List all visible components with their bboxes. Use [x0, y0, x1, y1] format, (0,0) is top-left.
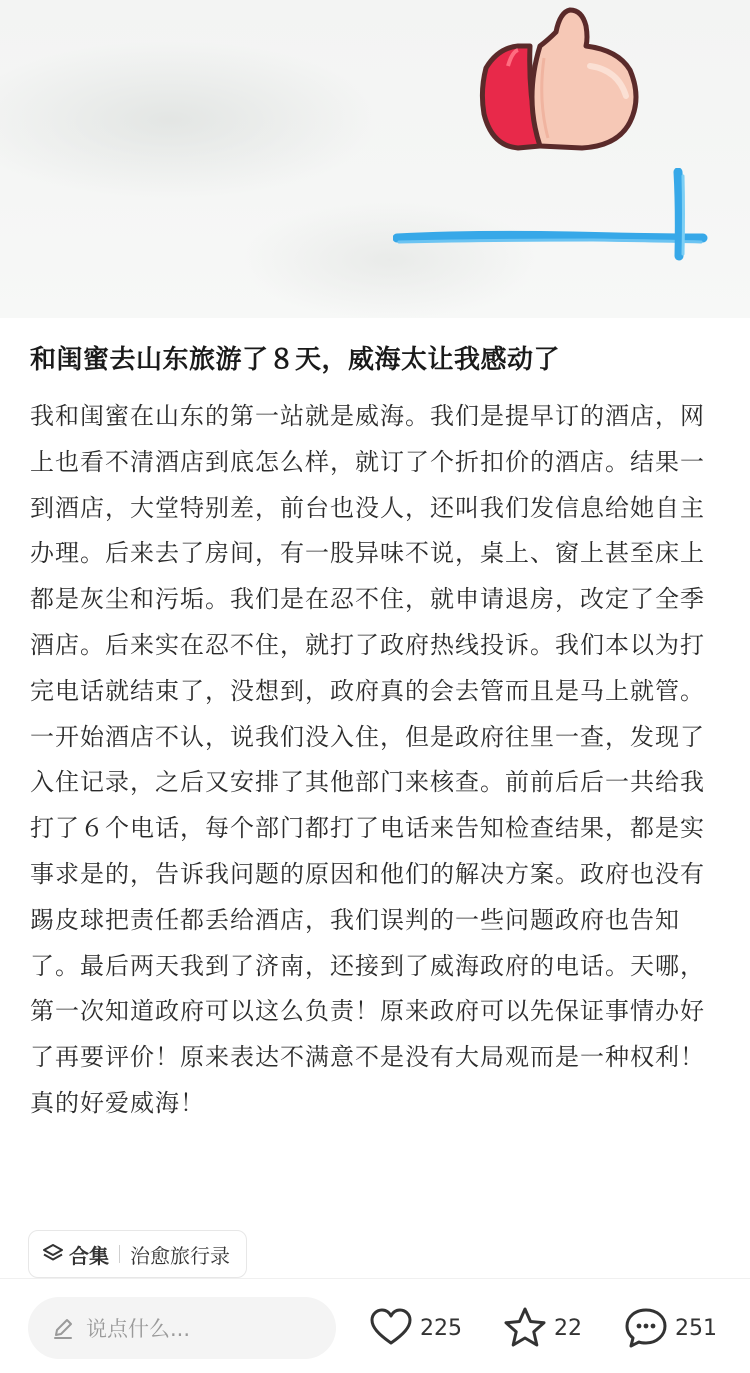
- star-icon: [502, 1305, 548, 1351]
- collection-label: 合集: [69, 1243, 109, 1268]
- like-count: 225: [420, 1315, 462, 1341]
- comment-placeholder: 说点什么...: [86, 1317, 191, 1341]
- collection-divider: [119, 1245, 120, 1263]
- bottom-divider: [0, 1278, 750, 1279]
- comments-button[interactable]: [623, 1303, 717, 1353]
- blue-sketch-line: [393, 168, 708, 263]
- thumbs-up-icon: [478, 6, 642, 156]
- heart-icon: [368, 1305, 414, 1351]
- favorite-count: 22: [554, 1315, 582, 1341]
- layers-icon: [41, 1242, 65, 1266]
- favorite-button[interactable]: [502, 1303, 582, 1353]
- pencil-icon: [50, 1315, 76, 1341]
- background-smudge: [0, 40, 380, 200]
- like-button[interactable]: [368, 1303, 462, 1353]
- post-title: 和闺蜜去山东旅游了８天，威海太让我感动了: [30, 345, 561, 375]
- post-body: [30, 394, 720, 1127]
- comment-input[interactable]: [28, 1297, 336, 1359]
- comment-bubble-icon: [623, 1305, 669, 1351]
- collection-tag[interactable]: [28, 1230, 247, 1278]
- post-body-text: 我和闺蜜在山东的第一站就是威海。我们是提早订的酒店，网上也看不清酒店到底怎么样，就订了个折扣价的酒店。结果一到酒店，大堂特别差，前台也没人，还叫我们发信息给她自主办理。后来去了房间，有一股异味不说，桌上、窗上甚至床上都是灰尘和污垢。我们是在忍不住，就申请退房，改定了全季酒店。后来实在忍不住，就打了政府热线投诉。我们本以为打完电话就结束了，没想到，政府真的会去管而且是马上就管。一开始酒店不认，说我们没入住，但是政府往里一查，发现了入住记录，之后又安排了其他部门来核查。前前后后一共给我打了６个电话，每个部门都打了电话来告知检查结果，都是实事求是的，告诉我问题的原因和他们的解决方案。政府也没有踢皮球把责任都丢给酒店，我们误判的一些问题政府也告知了。最后两天我到了济南，还接到了威海政府的电话。天哪，第一次知道政府可以这么负责！原来政府可以先保证事情办好了再要评价！原来表达不满意不是没有大局观而是一种权利！真的好爱威海！: [30, 402, 705, 1117]
- comment-count: 251: [675, 1315, 717, 1341]
- collection-name: 治愈旅行录: [130, 1243, 230, 1268]
- cover-image[interactable]: [0, 0, 750, 318]
